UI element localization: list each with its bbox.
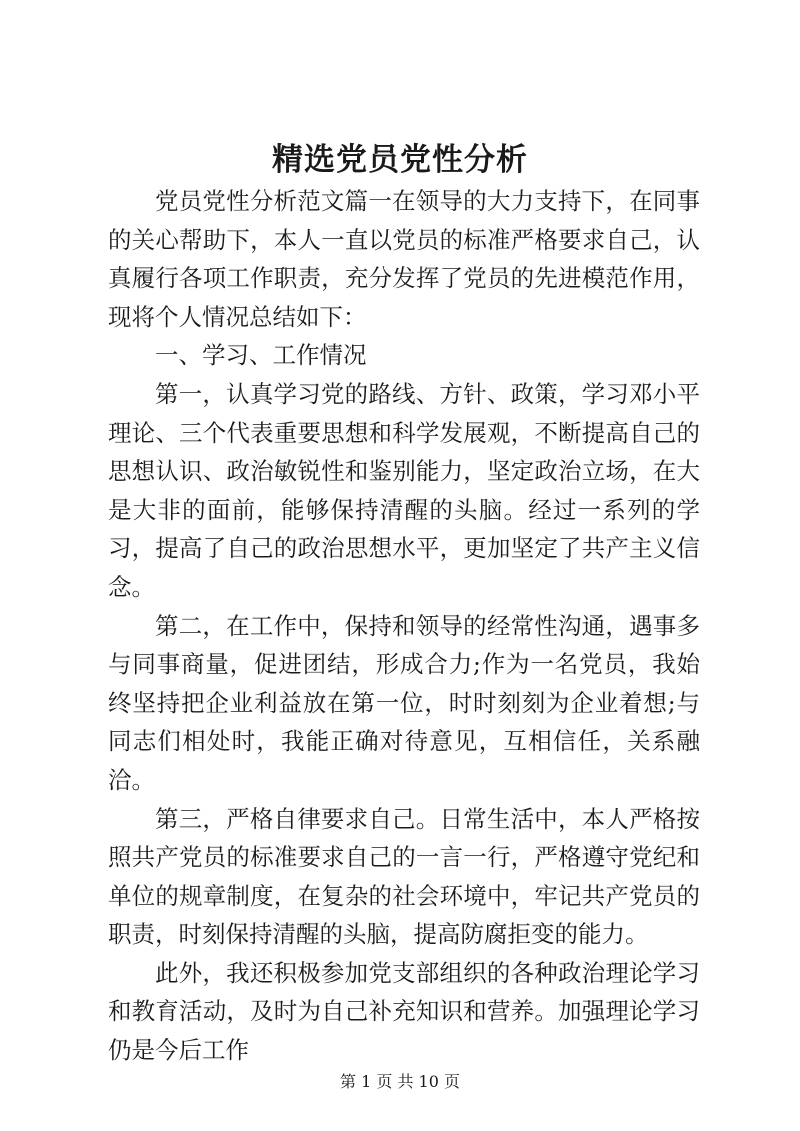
paragraph-additional: 此外，我还积极参加党支部组织的各种政治理论学习和教育活动，及时为自己补充知识和营养。加强理论学习仍是今后工作 (108, 958, 700, 1065)
paragraph-first: 第一，认真学习党的路线、方针、政策，学习邓小平理论、三个代表重要思想和科学发展观，不断提高自己的思想认识、政治敏锐性和鉴别能力，坚定政治立场，在大是大非的面前，能够保持清醒的头脑。经过一系列的学习，提高了自己的政治思想水平，更加坚定了共产主义信念。 (108, 379, 700, 601)
section-heading: 一、学习、工作情况 (155, 341, 367, 370)
paragraph-second: 第二，在工作中，保持和领导的经常性沟通，遇事多与同事商量，促进团结，形成合力;作为一名党员，我始终坚持把企业利益放在第一位，时时刻刻为企业着想;与同志们相处时，我能正确对待意见，互相信任，关系融洽。 (108, 611, 700, 794)
document-title: 精选党员党性分析 (272, 142, 528, 178)
document-body (108, 182, 700, 1070)
page-number-footer: 第 1 页 共 10 页 (340, 1072, 460, 1091)
paragraph-third: 第三，严格自律要求自己。日常生活中，本人严格按照共产党员的标准要求自己的一言一行，严格遵守党纪和单位的规章制度，在复杂的社会环境中，牢记共产党员的职责，时刻保持清醒的头脑，提高防腐拒变的能力。 (108, 804, 700, 949)
paragraph-intro: 党员党性分析范文篇一在领导的大力支持下，在同事的关心帮助下，本人一直以党员的标准严格要求自己，认真履行各项工作职责，充分发挥了党员的先进模范作用，现将个人情况总结如下： (108, 187, 700, 331)
